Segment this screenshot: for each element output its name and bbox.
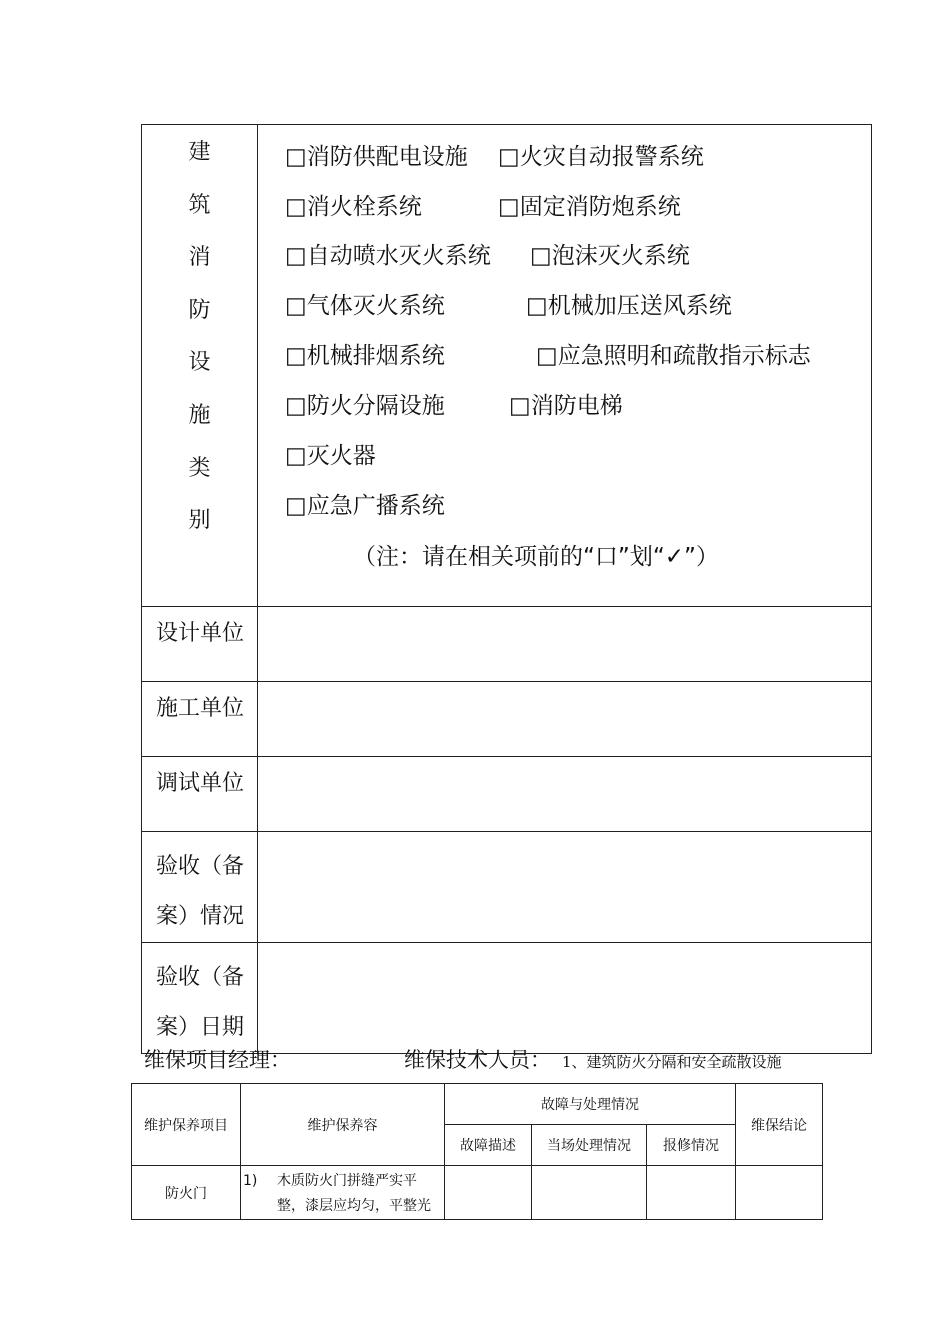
category-label-char: 别 [188, 508, 211, 534]
row-onsite[interactable] [532, 1166, 647, 1220]
acceptance-date-value[interactable] [258, 943, 872, 1054]
header-fault-desc: 故障描述 [445, 1125, 532, 1166]
header-conclusion: 维保结论 [736, 1084, 823, 1166]
system-checkbox[interactable]: □泡沫灭火系统 [530, 243, 690, 269]
system-checkbox[interactable]: □固定消防炮系统 [498, 194, 681, 220]
system-checkbox[interactable]: □气体灭火系统 [285, 293, 445, 319]
system-checkbox[interactable]: □消火栓系统 [285, 194, 422, 220]
system-checkbox[interactable]: □火灾自动报警系统 [498, 144, 704, 170]
construction-unit-label: 施工单位 [142, 682, 258, 757]
content-number: 1) [243, 1173, 258, 1189]
row-item: 防火门 [132, 1166, 241, 1220]
header-fault-group: 故障与处理情况 [445, 1084, 736, 1125]
commissioning-unit-label: 调试单位 [142, 757, 258, 832]
design-unit-label: 设计单位 [142, 607, 258, 682]
design-unit-value[interactable] [258, 607, 872, 682]
checklist-note: （注：请在相关项前的“口”划“✓”） [353, 544, 719, 570]
category-label-char: 筑 [188, 192, 211, 218]
acceptance-status-label-line: 案）情况 [156, 904, 245, 929]
system-checkbox[interactable]: □灭火器 [285, 443, 376, 469]
commissioning-unit-value[interactable] [258, 757, 872, 832]
system-checklist-cell [258, 125, 872, 607]
facility-info-table [141, 124, 872, 1054]
category-label-char: 施 [188, 402, 211, 428]
system-checkbox[interactable]: □机械加压送风系统 [526, 293, 732, 319]
technician-label: 维保技术人员： [404, 1048, 551, 1072]
system-checkbox[interactable]: □消防供配电设施 [285, 144, 468, 170]
header-content: 维护保养容 [241, 1084, 445, 1166]
category-label-char: 类 [188, 455, 211, 481]
category-label-char: 防 [188, 297, 211, 323]
acceptance-date-label-line: 案）日期 [156, 1015, 245, 1040]
header-item: 维护保养项目 [132, 1084, 241, 1166]
project-manager-label: 维保项目经理： [144, 1048, 291, 1072]
category-label-cell [142, 125, 258, 607]
category-label-char: 消 [188, 245, 211, 271]
header-onsite: 当场处理情况 [532, 1125, 647, 1166]
acceptance-status-label-line: 验收（备 [156, 854, 245, 879]
row-fault-desc[interactable] [445, 1166, 532, 1220]
row-content [241, 1166, 445, 1220]
table-row [132, 1166, 823, 1220]
acceptance-date-label [142, 943, 258, 1054]
row-repair[interactable] [647, 1166, 736, 1220]
category-label-char: 设 [188, 350, 211, 376]
category-label-char: 建 [188, 140, 211, 165]
acceptance-date-label-line: 验收（备 [156, 965, 245, 990]
construction-unit-value[interactable] [258, 682, 872, 757]
system-checkbox[interactable]: □消防电梯 [509, 393, 623, 419]
acceptance-status-label [142, 832, 258, 943]
acceptance-status-value[interactable] [258, 832, 872, 943]
system-checkbox[interactable]: □应急广播系统 [285, 493, 445, 519]
system-checkbox[interactable]: □应急照明和疏散指示标志 [536, 343, 811, 369]
section-heading: 1、建筑防火分隔和安全疏散设施 [562, 1053, 782, 1071]
system-checkbox[interactable]: □机械排烟系统 [285, 343, 445, 369]
content-line: 整，漆层应均匀，平整光 [277, 1198, 431, 1214]
system-checkbox[interactable]: □防火分隔设施 [285, 393, 445, 419]
row-conclusion[interactable] [736, 1166, 823, 1220]
maintenance-table [131, 1083, 823, 1220]
signature-line [144, 1044, 904, 1076]
system-checkbox[interactable]: □自动喷水灭火系统 [285, 243, 491, 269]
header-repair: 报修情况 [647, 1125, 736, 1166]
content-line: 木质防火门拼缝严实平 [277, 1173, 417, 1189]
